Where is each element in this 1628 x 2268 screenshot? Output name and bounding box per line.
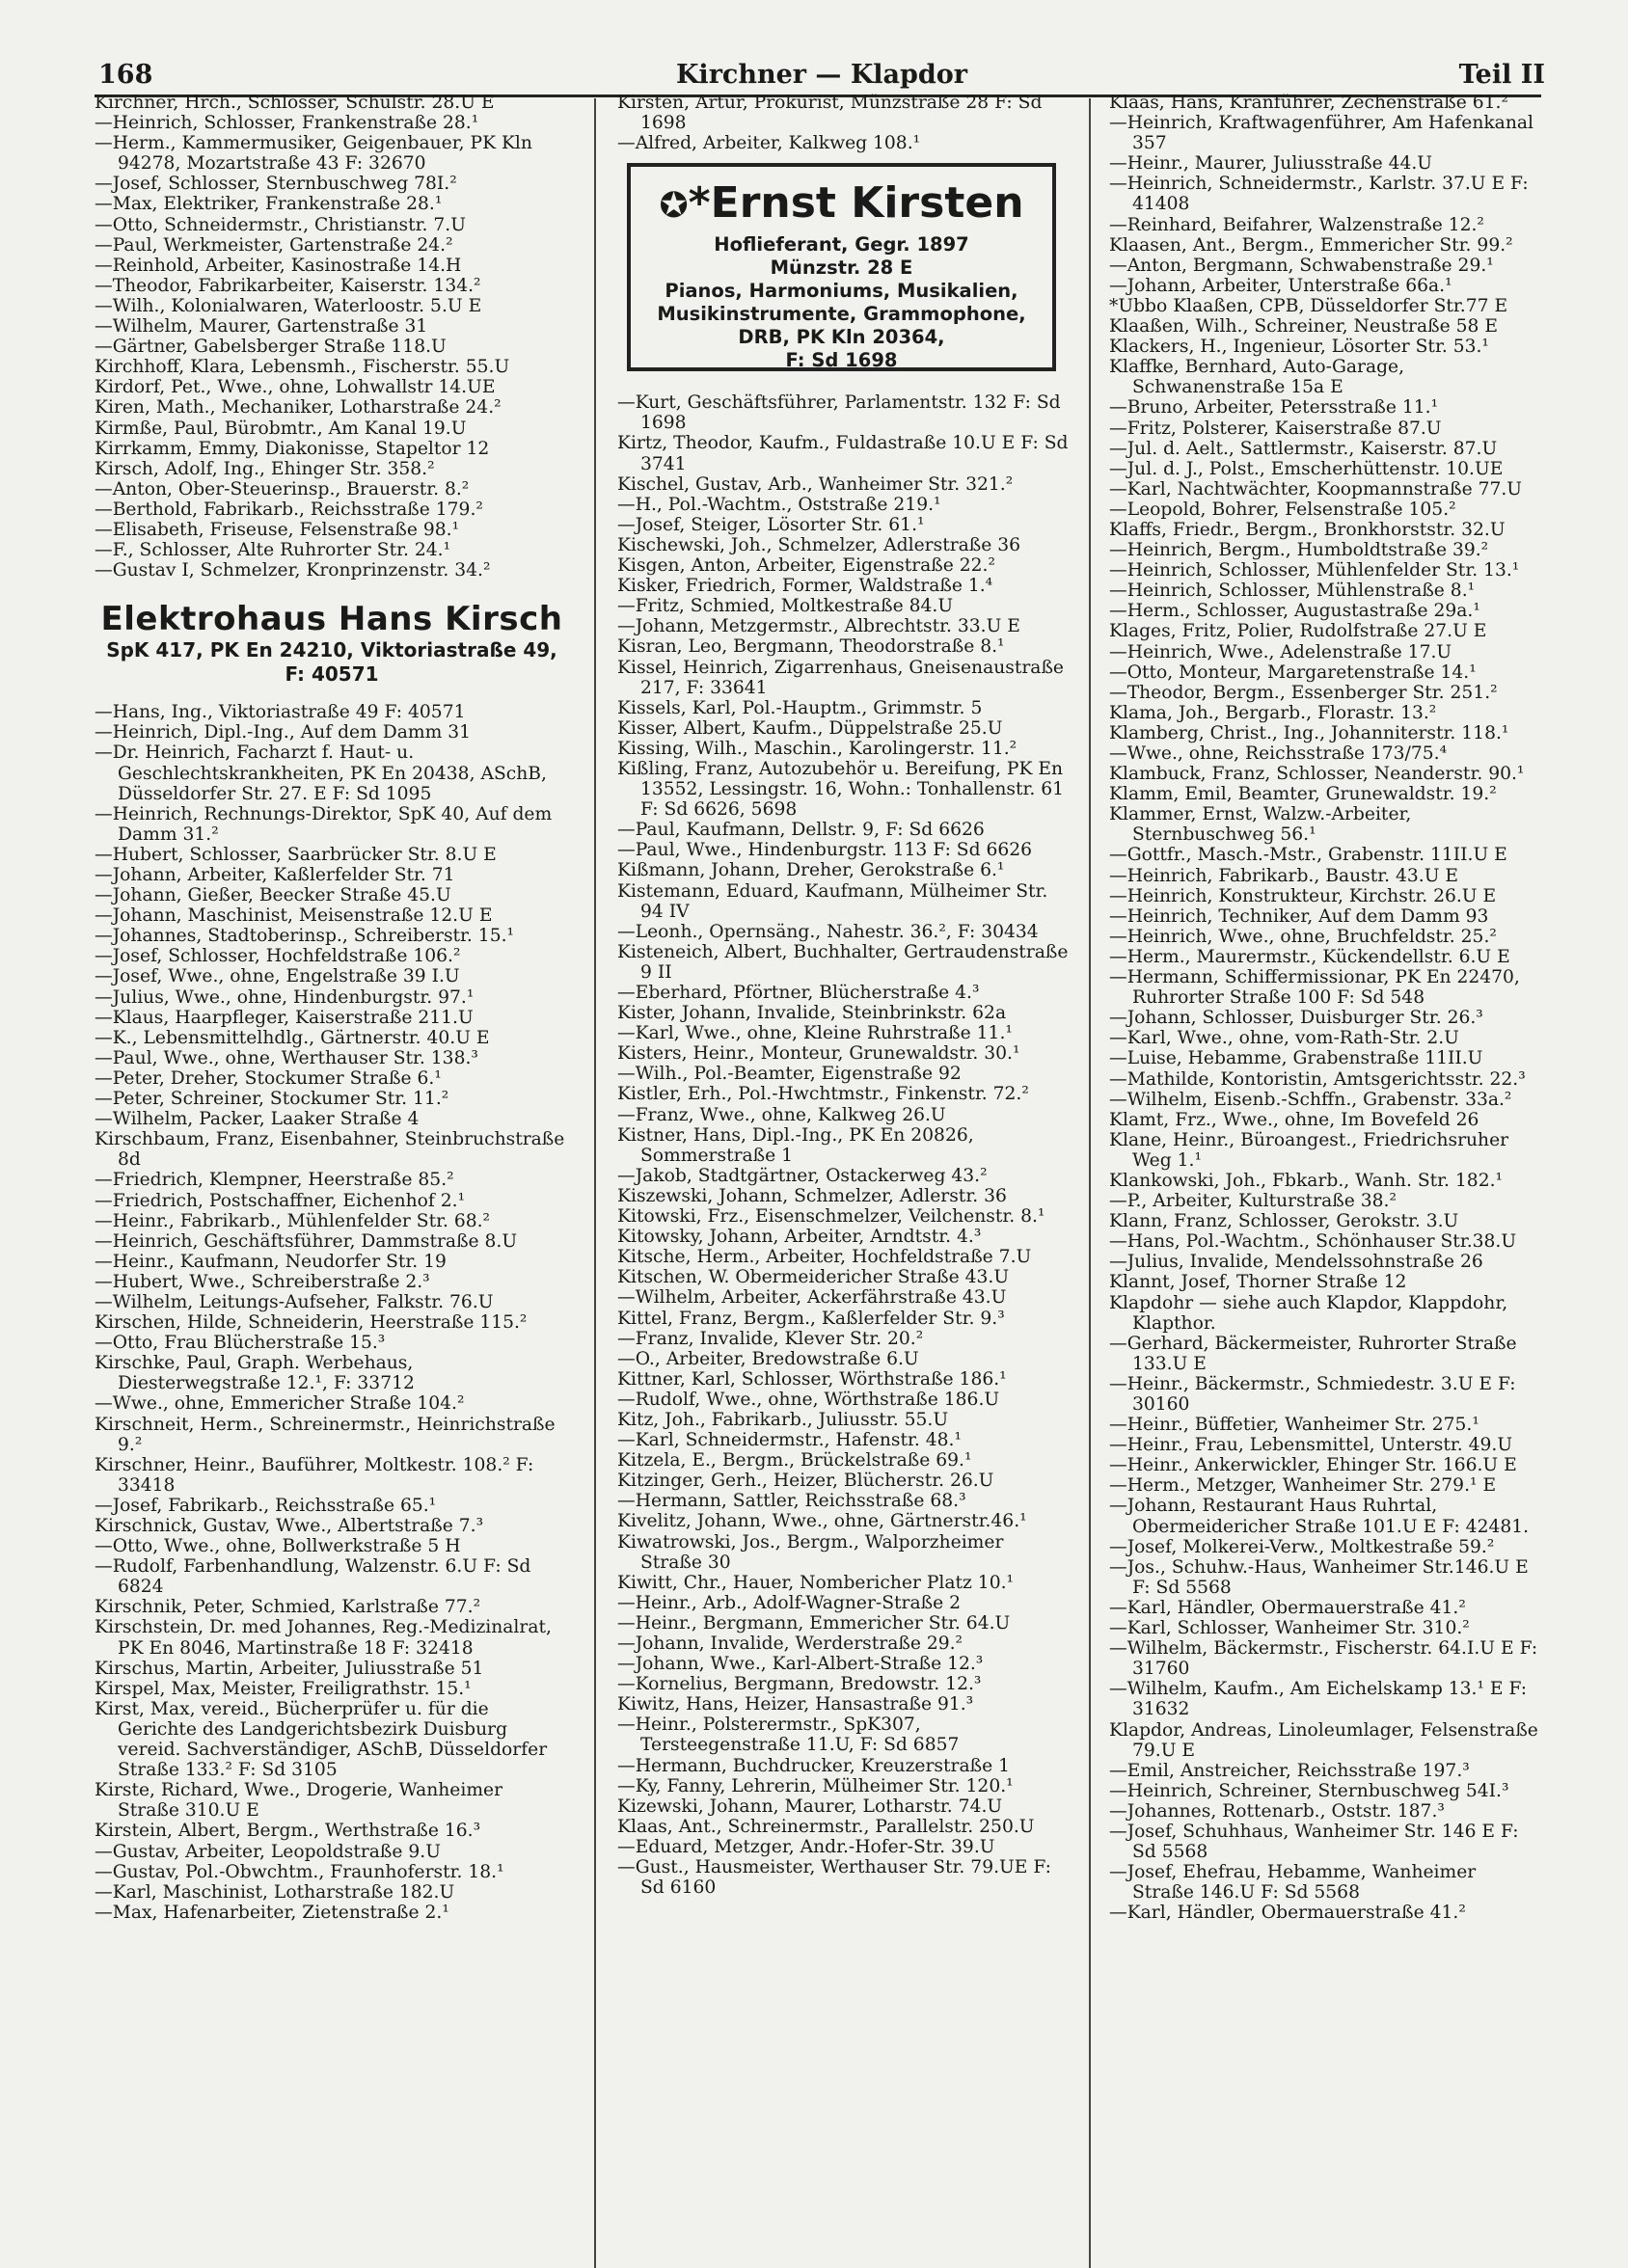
directory-entry: Kirsten, Artur, Prokurist, Münzstraße 28 F: Sd 1698 xyxy=(617,93,1043,134)
directory-entry: —Karl, Schneidermstr., Hafenstr. 48.¹ xyxy=(617,1430,962,1451)
directory-entry: —Karl, Wwe., ohne, vom-Rath-Str. 2.U xyxy=(1109,1028,1459,1049)
directory-entry: —Reinhold, Arbeiter, Kasinostraße 14.H xyxy=(95,255,462,276)
directory-entry: —Wwe., ohne, Emmericher Straße 104.² xyxy=(95,1393,465,1415)
directory-entry: —Anton, Ober-Steuerinsp., Brauerstr. 8.² xyxy=(95,478,470,500)
directory-entry: —Heinrich, Fabrikarb., Baustr. 43.U E xyxy=(1109,865,1459,886)
directory-entry: Kiwitt, Chr., Hauer, Nombericher Platz 10.¹ xyxy=(617,1572,1015,1593)
directory-entry: Kitzela, E., Bergm., Brückelstraße 69.¹ xyxy=(617,1450,972,1472)
directory-entry: —Otto, Monteur, Margaretenstraße 14.¹ xyxy=(1109,662,1477,683)
directory-entry: Klama, Joh., Bergarb., Florastr. 13.² xyxy=(1109,702,1437,723)
ad-line: F: Sd 1698 xyxy=(785,349,898,372)
directory-entry: —Gerhard, Bäckermeister, Ruhrorter Straße 133.U E xyxy=(1109,1333,1517,1374)
directory-entry: —Bruno, Arbeiter, Petersstraße 11.¹ xyxy=(1109,397,1439,418)
directory-entry: —Heinr., Polsterermstr., SpK307, Tersteegenstraße 11.U, F: Sd 6857 xyxy=(617,1714,960,1756)
directory-entry: —Josef, Schlosser, Sternbuschweg 78I.² xyxy=(95,174,457,195)
directory-entry: —Anton, Bergmann, Schwabenstraße 29.¹ xyxy=(1109,255,1494,276)
directory-entry: —Heinrich, Bergm., Humboldtstraße 39.² xyxy=(1109,540,1489,561)
directory-entry: —Reinhard, Beifahrer, Walzenstraße 12.² xyxy=(1109,214,1484,235)
entry-list xyxy=(617,392,1071,1898)
directory-entry: —Otto, Wwe., ohne, Bollwerkstraße 5 H xyxy=(95,1536,461,1557)
directory-entry: Kirschus, Martin, Arbeiter, Juliusstraße 51 xyxy=(95,1658,484,1679)
directory-entry: —Emil, Anstreicher, Reichsstraße 197.³ xyxy=(1109,1760,1470,1781)
directory-entry: —Karl, Nachtwächter, Koopmannstraße 77.U xyxy=(1109,478,1523,500)
directory-entry: Kischewski, Joh., Schmelzer, Adlerstraße 36 xyxy=(617,534,1021,555)
directory-entry: —Paul, Kaufmann, Dellstr. 9, F: Sd 6626 xyxy=(617,820,985,841)
directory-entry: Klammer, Ernst, Walzw.-Arbeiter, Sternbuschweg 56.¹ xyxy=(1109,804,1412,846)
ad-line: DRB, PK Kln 20364, xyxy=(738,326,945,349)
directory-entry: Kisters, Heinr., Monteur, Grunewaldstr. 30.¹ xyxy=(617,1043,1020,1065)
directory-entry: —Karl, Wwe., ohne, Kleine Ruhrstraße 11.¹ xyxy=(617,1023,1013,1044)
directory-entry: —Theodor, Bergm., Essenberger Str. 251.² xyxy=(1109,682,1498,703)
ad-company-name: Elektrohaus Hans Kirsch xyxy=(100,600,563,639)
directory-entry: Kirste, Richard, Wwe., Drogerie, Wanheimer Straße 310.U E xyxy=(95,1780,503,1822)
directory-entry: Kirschnick, Gustav, Wwe., Albertstraße 7.³ xyxy=(95,1516,484,1536)
directory-entry: —Peter, Schreiner, Stockumer Str. 11.² xyxy=(95,1089,449,1110)
directory-entry: Kister, Johann, Invalide, Steinbrinkstr. 62a xyxy=(617,1003,1007,1024)
directory-entry: Kitowski, Frz., Eisenschmelzer, Veilchenstr. 8.¹ xyxy=(617,1206,1045,1228)
directory-entry: Kischel, Gustav, Arb., Wanheimer Str. 321.² xyxy=(617,473,1014,495)
directory-entry: —Johann, Arbeiter, Kaßlerfelder Str. 71 xyxy=(95,865,455,885)
directory-entry: Kirspel, Max, Meister, Freiligrathstr. 15.¹ xyxy=(95,1678,472,1699)
directory-entry: —Rudolf, Farbenhandlung, Walzenstr. 6.U F: Sd 6824 xyxy=(95,1556,531,1598)
directory-entry: —Fritz, Polsterer, Kaiserstraße 87.U xyxy=(1109,418,1442,439)
directory-entry: Klaasen, Ant., Bergm., Emmericher Str. 99.² xyxy=(1109,234,1513,256)
star-emblem-icon: ✪ xyxy=(659,186,689,227)
directory-entry: Klamberg, Christ., Ing., Johanniterstr. 118.¹ xyxy=(1109,722,1509,743)
directory-entry: —Gottfr., Masch.-Mstr., Grabenstr. 11II.U E xyxy=(1109,845,1507,866)
directory-entry: —Wilhelm, Packer, Laaker Straße 4 xyxy=(95,1109,420,1130)
directory-entry: —Wilhelm, Leitungs-Aufseher, Falkstr. 76.U xyxy=(95,1291,494,1312)
directory-entry: —Gustav, Pol.-Obwchtm., Fraunhoferstr. 18.¹ xyxy=(95,1861,504,1882)
ad-company-name xyxy=(631,176,1052,233)
directory-entry: —Josef, Wwe., ohne, Engelstraße 39 I.U xyxy=(95,966,460,987)
directory-entry: *Ubbo Klaaßen, CPB, Düsseldorfer Str.77 E xyxy=(1109,295,1508,316)
directory-entry: —Hermann, Schiffermissionar, PK En 22470, Ruhrorter Straße 100 F: Sd 548 xyxy=(1109,967,1520,1009)
advertisement-kirsten xyxy=(627,163,1056,371)
directory-entry: Klann, Franz, Schlosser, Gerokstr. 3.U xyxy=(1109,1211,1459,1232)
directory-entry: Kirchner, Hrch., Schlosser, Schulstr. 28.U E xyxy=(95,93,495,113)
directory-entry: —Mathilde, Kontoristin, Amtsgerichtsstr. 22.³ xyxy=(1109,1068,1526,1090)
directory-entry: —Wilhelm, Maurer, Gartenstraße 31 xyxy=(95,316,428,338)
directory-entry: —K., Lebensmittelhdlg., Gärtnerstr. 40.U E xyxy=(95,1027,490,1048)
directory-entry: —Heinrich, Konstrukteur, Kirchstr. 26.U E xyxy=(1109,885,1497,906)
directory-entry: Kirdorf, Pet., Wwe., ohne, Lohwallstr 14.UE xyxy=(95,377,496,398)
directory-entry: Kitzinger, Gerh., Heizer, Blücherstr. 26.U xyxy=(617,1471,994,1492)
directory-entry: —Johann, Wwe., Karl-Albert-Straße 12.³ xyxy=(617,1654,984,1675)
page-name-range: Kirchner — Klapdor xyxy=(675,60,968,90)
directory-entry: —Heinrich, Schreiner, Sternbuschweg 54I.³ xyxy=(1109,1780,1509,1801)
directory-entry: —Heinrich, Techniker, Auf dem Damm 93 xyxy=(1109,905,1489,927)
directory-entry: —Johann, Arbeiter, Unterstraße 66a.¹ xyxy=(1109,275,1452,296)
directory-entry: —Gustav, Arbeiter, Leopoldstraße 9.U xyxy=(95,1841,441,1862)
directory-entry: Kirstein, Albert, Bergm., Werthstraße 16.³ xyxy=(95,1821,481,1842)
entry-list xyxy=(1109,93,1543,1923)
directory-entry: Kistner, Hans, Dipl.-Ing., PK En 20826, Sommerstraße 1 xyxy=(617,1124,974,1166)
directory-entry: —Otto, Frau Blücherstraße 15.³ xyxy=(95,1333,386,1354)
directory-entry: Kirschneit, Herm., Schreinermstr., Heinrichstraße 9.² xyxy=(95,1414,556,1455)
directory-entry: —Herm., Maurermstr., Kückendellstr. 6.U E xyxy=(1109,946,1510,967)
directory-entry: Kisteneich, Albert, Buchhalter, Gertraudenstraße 9 II xyxy=(617,941,1069,983)
directory-entry: —Herm., Kammermusiker, Geigenbauer, PK Kln 94278, Mozartstraße 43 F: 32670 xyxy=(95,133,532,175)
directory-entry: —Peter, Dreher, Stockumer Straße 6.¹ xyxy=(95,1067,442,1089)
directory-entry: —Hubert, Wwe., Schreiberstraße 2.³ xyxy=(95,1271,430,1292)
directory-entry: —Friedrich, Postschaffner, Eichenhof 2.¹ xyxy=(95,1190,466,1211)
column-1 xyxy=(95,93,569,1923)
directory-entry: —Josef, Schuhhaus, Wanheimer Str. 146 E F: Sd 5568 xyxy=(1109,1821,1519,1863)
directory-entry: Kistemann, Eduard, Kaufmann, Mülheimer Str. 94 IV xyxy=(617,880,1048,922)
directory-entry: Kitowsky, Johann, Arbeiter, Arndtstr. 4.³ xyxy=(617,1227,982,1248)
directory-entry: —Jos., Schuhw.-Haus, Wanheimer Str.146.U E F: Sd 5568 xyxy=(1109,1556,1529,1598)
directory-entry: Klane, Heinr., Büroangest., Friedrichsruher Weg 1.¹ xyxy=(1109,1129,1509,1171)
directory-entry: —Hans, Ing., Viktoriastraße 49 F: 40571 xyxy=(95,702,466,723)
directory-entry: —Johannes, Rottenarb., Oststr. 187.³ xyxy=(1109,1800,1445,1822)
directory-entry: —Ky, Fanny, Lehrerin, Mülheimer Str. 120.¹ xyxy=(617,1775,1014,1796)
directory-entry: —Heinrich, Rechnungs-Direktor, SpK 40, Auf dem Damm 31.² xyxy=(95,803,553,845)
directory-entry: —Heinrich, Dipl.-Ing., Auf dem Damm 31 xyxy=(95,722,472,743)
directory-entry: —Johann, Gießer, Beecker Straße 45.U xyxy=(95,885,451,906)
directory-entry: —Jul. d. J., Polst., Emscherhüttenstr. 10.UE xyxy=(1109,458,1504,479)
part-label: Teil II xyxy=(1458,60,1545,90)
ad-line: F: 40571 xyxy=(285,662,379,687)
directory-entry: —Alfred, Arbeiter, Kalkweg 108.¹ xyxy=(617,133,921,154)
directory-entry: Kitz, Joh., Fabrikarb., Juliusstr. 55.U xyxy=(617,1409,949,1430)
directory-entry: —Wilhelm, Bäckermstr., Fischerstr. 64.I.U E F: 31760 xyxy=(1109,1638,1538,1680)
directory-entry: —Heinrich, Schlosser, Mühlenfelder Str. 13.¹ xyxy=(1109,560,1520,581)
column-divider xyxy=(1089,98,1091,2268)
directory-entry: —Heinr., Arb., Adolf-Wagner-Straße 2 xyxy=(617,1592,961,1613)
directory-entry: Klackers, H., Ingenieur, Lösorter Str. 53.¹ xyxy=(1109,337,1489,358)
directory-entry: —Wilh., Kolonialwaren, Waterloostr. 5.U E xyxy=(95,295,482,316)
directory-entry: Kirschnik, Peter, Schmied, Karlstraße 77.² xyxy=(95,1597,481,1618)
directory-entry: —Paul, Wwe., ohne, Werthauser Str. 138.³ xyxy=(95,1047,478,1068)
directory-entry: Kissel, Heinrich, Zigarrenhaus, Gneisenaustraße 217, F: 33641 xyxy=(617,657,1064,698)
directory-entry: —Gust., Hausmeister, Werthauser Str. 79.UE F: Sd 6160 xyxy=(617,1857,1051,1899)
directory-entry: —Josef, Schlosser, Hochfeldstraße 106.² xyxy=(95,946,461,967)
directory-entry: Klankowski, Joh., Fbkarb., Wanh. Str. 182.¹ xyxy=(1109,1170,1504,1191)
directory-entry: —P., Arbeiter, Kulturstraße 38.² xyxy=(1109,1191,1397,1212)
directory-entry: —Hermann, Buchdrucker, Kreuzerstraße 1 xyxy=(617,1755,1010,1776)
directory-entry: —Franz, Wwe., ohne, Kalkweg 26.U xyxy=(617,1104,946,1125)
directory-entry: —Josef, Steiger, Lösorter Str. 61.¹ xyxy=(617,514,925,535)
directory-entry: —Heinr., Kaufmann, Neudorfer Str. 19 xyxy=(95,1251,447,1272)
directory-entry: —Johannes, Stadtoberinsp., Schreiberstr. 15.¹ xyxy=(95,926,515,947)
directory-entry: Kißling, Franz, Autozubehör u. Bereifung, PK En 13552, Lessingstr. 16, Wohn.: Tonhallenstr. 61 F: Sd 6626, 5698 xyxy=(617,758,1065,821)
directory-entry: —Gustav I, Schmelzer, Kronprinzenstr. 34.² xyxy=(95,560,491,581)
directory-entry: —Heinrich, Kraftwagenführer, Am Hafenkanal 357 xyxy=(1109,113,1533,154)
directory-entry: —Karl, Händler, Obermauerstraße 41.² xyxy=(1109,1597,1466,1618)
directory-entry: —Wwe., ohne, Reichsstraße 173/75.⁴ xyxy=(1109,743,1448,764)
directory-entry: —Wilhelm, Kaufm., Am Eichelskamp 13.¹ E F: 31632 xyxy=(1109,1679,1528,1720)
directory-entry: —Jakob, Stadtgärtner, Ostackerweg 43.² xyxy=(617,1165,988,1186)
directory-entry: —Heinr., Ankerwickler, Ehinger Str. 166.U E xyxy=(1109,1455,1517,1476)
directory-entry: Kitschen, W. Obermeidericher Straße 43.U xyxy=(617,1267,1010,1288)
directory-entry: —Franz, Invalide, Klever Str. 20.² xyxy=(617,1328,924,1349)
page-number: 168 xyxy=(98,60,153,90)
directory-entry: —Friedrich, Klempner, Heerstraße 85.² xyxy=(95,1170,454,1191)
directory-entry: Kißmann, Johann, Dreher, Gerokstraße 6.¹ xyxy=(617,860,1005,881)
directory-entry: Kittel, Franz, Bergm., Kaßlerfelder Str. 9.³ xyxy=(617,1308,1005,1329)
directory-entry: Kivelitz, Johann, Wwe., ohne, Gärtnerstr.46.¹ xyxy=(617,1511,1027,1532)
column-divider xyxy=(594,98,596,2268)
directory-entry: —Josef, Ehefrau, Hebamme, Wanheimer Straße 146.U F: Sd 5568 xyxy=(1109,1862,1477,1904)
directory-entry: —Fritz, Schmied, Moltkestraße 84.U xyxy=(617,596,954,617)
directory-entry: Kisgen, Anton, Arbeiter, Eigenstraße 22.² xyxy=(617,555,995,577)
ad-line: Pianos, Harmoniums, Musikalien, xyxy=(665,280,1018,303)
directory-entry: —F., Schlosser, Alte Ruhrorter Str. 24.¹ xyxy=(95,540,451,561)
directory-entry: —Heinrich, Schlosser, Mühlenstraße 8.¹ xyxy=(1109,580,1476,602)
directory-entry: Klaaßen, Wilh., Schreiner, Neustraße 58 E xyxy=(1109,316,1498,338)
directory-entry: —Wilh., Pol.-Beamter, Eigenstraße 92 xyxy=(617,1064,962,1085)
directory-entry: Kirtz, Theodor, Kaufm., Fuldastraße 10.U E F: Sd 3741 xyxy=(617,433,1069,474)
entry-list xyxy=(95,93,569,580)
directory-entry: Kirschbaum, Franz, Eisenbahner, Steinbruchstraße 8d xyxy=(95,1129,565,1171)
directory-entry: —Heinr., Büffetier, Wanheimer Str. 275.¹ xyxy=(1109,1415,1479,1436)
directory-entry: Klaffs, Friedr., Bergm., Bronkhorststr. 32.U xyxy=(1109,519,1506,540)
directory-entry: —Klaus, Haarpfleger, Kaiserstraße 211.U xyxy=(95,1007,474,1028)
directory-entry: —Wilhelm, Arbeiter, Ackerfährstraße 43.U xyxy=(617,1287,1007,1309)
directory-entry: Klaffke, Bernhard, Auto-Garage, Schwanenstraße 15a E xyxy=(1109,357,1405,398)
directory-entry: —Johann, Schlosser, Duisburger Str. 26.³ xyxy=(1109,1008,1483,1029)
directory-entry: —Julius, Wwe., ohne, Hindenburgstr. 97.¹ xyxy=(95,986,475,1008)
directory-entry: —Max, Hafenarbeiter, Zietenstraße 2.¹ xyxy=(95,1902,449,1923)
directory-entry: —Luise, Hebamme, Grabenstraße 11II.U xyxy=(1109,1048,1483,1069)
directory-entry: —Wilhelm, Eisenb.-Schffn., Grabenstr. 33a.² xyxy=(1109,1089,1512,1110)
directory-entry: Klaas, Hans, Kranführer, Zechenstraße 61.² xyxy=(1109,93,1508,113)
column-3 xyxy=(1109,93,1543,1923)
directory-entry: —Heinrich, Wwe., ohne, Bruchfeldstr. 25.² xyxy=(1109,926,1497,947)
directory-entry: Klamm, Emil, Beamter, Grunewaldstr. 19.² xyxy=(1109,784,1497,805)
directory-entry: —Kornelius, Bergmann, Bredowstr. 12.³ xyxy=(617,1674,982,1695)
directory-entry: —Hans, Pol.-Wachtm., Schönhauser Str.38.U xyxy=(1109,1231,1517,1253)
directory-entry: —Heinr., Bergmann, Emmericher Str. 64.U xyxy=(617,1612,1011,1634)
ad-line: Hoflieferant, Gegr. 1897 xyxy=(714,233,969,256)
directory-entry: —Herm., Schlosser, Augustastraße 29a.¹ xyxy=(1109,601,1480,622)
directory-entry: —Heinrich, Wwe., Adelenstraße 17.U xyxy=(1109,641,1452,662)
directory-entry: Kirst, Max, vereid., Bücherprüfer u. für die Gerichte des Landgerichtsbezirk Duisburg vereid. Sachverständiger, ASchB, Düsseldorfer Straße 133.² F: Sd 3105 xyxy=(95,1698,548,1781)
directory-entry: —Otto, Schneidermstr., Christianstr. 7.U xyxy=(95,214,466,235)
directory-entry: Kittner, Karl, Schlosser, Wörthstraße 186.¹ xyxy=(617,1368,1007,1390)
directory-entry: —Heinr., Maurer, Juliusstraße 44.U xyxy=(1109,153,1433,175)
directory-entry: —Paul, Werkmeister, Gartenstraße 24.² xyxy=(95,234,453,256)
directory-entry: Kisran, Leo, Bergmann, Theodorstraße 8.¹ xyxy=(617,636,1005,658)
directory-entry: —Josef, Molkerei-Verw., Moltkestraße 59.² xyxy=(1109,1536,1495,1557)
directory-entry: —Heinr., Fabrikarb., Mühlenfelder Str. 68.² xyxy=(95,1210,491,1231)
directory-entry: —Johann, Invalide, Werderstraße 29.² xyxy=(617,1634,963,1654)
page-header xyxy=(98,56,1545,94)
directory-entry: Kitsche, Herm., Arbeiter, Hochfeldstraße 7.U xyxy=(617,1247,1032,1268)
directory-entry: —Heinr., Bäckermstr., Schmiedestr. 3.U E F: 30160 xyxy=(1109,1373,1516,1415)
directory-entry: —O., Arbeiter, Bredowstraße 6.U xyxy=(617,1348,919,1369)
directory-entry: Kirmße, Paul, Bürobmtr., Am Kanal 19.U xyxy=(95,418,467,439)
directory-entry: Kirchhoff, Klara, Lebensmh., Fischerstr. 55.U xyxy=(95,357,510,378)
directory-entry: —Paul, Wwe., Hindenburgstr. 113 F: Sd 6626 xyxy=(617,840,1033,861)
directory-entry: —Karl, Händler, Obermauerstraße 41.² xyxy=(1109,1903,1466,1924)
ad-line: Münzstr. 28 E xyxy=(770,256,913,280)
directory-entry: —Leonh., Opernsäng., Nahestr. 36.², F: 30434 xyxy=(617,921,1039,942)
directory-entry: —H., Pol.-Wachtm., Oststraße 219.¹ xyxy=(617,494,941,515)
ad-line: Musikinstrumente, Grammophone, xyxy=(657,303,1026,326)
directory-entry: —Max, Elektriker, Frankenstraße 28.¹ xyxy=(95,194,443,215)
directory-entry: —Johann, Restaurant Haus Ruhrtal, Obermeidericher Straße 101.U E F: 42481. xyxy=(1109,1496,1530,1537)
directory-entry: —Leopold, Bohrer, Felsenstraße 105.² xyxy=(1109,499,1456,520)
directory-entry: Klaas, Ant., Schreinermstr., Parallelstr. 250.U xyxy=(617,1816,1035,1837)
directory-entry: —Heinrich, Schneidermstr., Karlstr. 37.U E F: 41408 xyxy=(1109,174,1529,215)
directory-entry: —Heinr., Frau, Lebensmittel, Unterstr. 49.U xyxy=(1109,1435,1513,1456)
directory-entry: —Berthold, Fabrikarb., Reichsstraße 179.² xyxy=(95,499,483,520)
directory-entry: —Hubert, Schlosser, Saarbrücker Str. 8.U E xyxy=(95,844,497,865)
directory-entry: Kirschke, Paul, Graph. Werbehaus, Diesterwegstraße 12.¹, F: 33712 xyxy=(95,1353,415,1394)
directory-entry: Kirsch, Adolf, Ing., Ehinger Str. 358.² xyxy=(95,458,435,479)
directory-entry: Kisker, Friedrich, Former, Waldstraße 1.⁴ xyxy=(617,576,993,597)
directory-entry: Klamt, Frz., Wwe., ohne, Im Bovefeld 26 xyxy=(1109,1109,1479,1130)
directory-entry: —Kurt, Geschäftsführer, Parlamentstr. 132 F: Sd 1698 xyxy=(617,392,1061,434)
directory-entry: Kissing, Wilh., Maschin., Karolingerstr. 11.² xyxy=(617,738,1018,759)
directory-entry: —Rudolf, Wwe., ohne, Wörthstraße 186.U xyxy=(617,1389,1000,1410)
directory-entry: —Johann, Metzgermstr., Albrechtstr. 33.U E xyxy=(617,616,1020,637)
directory-entry: —Elisabeth, Friseuse, Felsenstraße 98.¹ xyxy=(95,519,460,540)
directory-entry: —Josef, Fabrikarb., Reichsstraße 65.¹ xyxy=(95,1495,437,1516)
directory-entry: —Jul. d. Aelt., Sattlermstr., Kaiserstr. 87.U xyxy=(1109,438,1498,459)
directory-entry: Kirschstein, Dr. med Johannes, Reg.-Medizinalrat, PK En 8046, Martinstraße 18 F: 32418 xyxy=(95,1617,552,1659)
ad-company-name-text: *Ernst Kirsten xyxy=(688,178,1024,229)
advertisement-kirsch xyxy=(95,600,569,687)
directory-entry: —Karl, Maschinist, Lotharstraße 182.U xyxy=(95,1881,455,1903)
directory-entry: Kizewski, Johann, Maurer, Lotharstr. 74.U xyxy=(617,1796,1003,1817)
directory-entry: —Karl, Schlosser, Wanheimer Str. 310.² xyxy=(1109,1618,1470,1639)
directory-entry: Klambuck, Franz, Schlosser, Neanderstr. 90.¹ xyxy=(1109,764,1525,785)
directory-entry: —Gärtner, Gabelsberger Straße 118.U xyxy=(95,337,447,358)
directory-entry: Kiszewski, Johann, Schmelzer, Adlerstr. 36 xyxy=(617,1185,1007,1206)
directory-entry: Klapdor, Andreas, Linoleumlager, Felsenstraße 79.U E xyxy=(1109,1719,1538,1761)
directory-entry: —Julius, Invalide, Mendelssohnstraße 26 xyxy=(1109,1252,1483,1273)
directory-entry: —Herm., Metzger, Wanheimer Str. 279.¹ E xyxy=(1109,1475,1497,1497)
directory-entry: Klapdohr — siehe auch Klapdor, Klappdohr, Klapthor. xyxy=(1109,1292,1508,1334)
directory-entry: Kiwitz, Hans, Heizer, Hansastraße 91.³ xyxy=(617,1694,974,1715)
directory-entry: Kirschner, Heinr., Bauführer, Moltkestr. 108.² F: 33418 xyxy=(95,1454,534,1496)
directory-entry: —Eduard, Metzger, Andr.-Hofer-Str. 39.U xyxy=(617,1836,995,1857)
directory-entry: —Dr. Heinrich, Facharzt f. Haut- u. Geschlechtskrankheiten, PK En 20438, ASchB, Düsseldorfer Str. 27. E F: Sd 1095 xyxy=(95,742,547,804)
directory-entry: —Johann, Maschinist, Meisenstraße 12.U E xyxy=(95,905,493,927)
directory-entry: Kistler, Erh., Pol.-Hwchtmstr., Finkenstr. 72.² xyxy=(617,1084,1029,1105)
directory-entry: Kirschen, Hilde, Schneiderin, Heerstraße 115.² xyxy=(95,1312,528,1334)
directory-entry: —Theodor, Fabrikarbeiter, Kaiserstr. 134.² xyxy=(95,275,481,296)
ad-line: SpK 417, PK En 24210, Viktoriastraße 49, xyxy=(106,638,557,662)
directory-entry: —Heinrich, Geschäftsführer, Dammstraße 8.U xyxy=(95,1230,518,1252)
directory-entry: Kiren, Math., Mechaniker, Lotharstraße 24.² xyxy=(95,397,502,418)
entry-list xyxy=(95,702,569,1923)
directory-entry: —Hermann, Sattler, Reichsstraße 68.³ xyxy=(617,1491,966,1512)
directory-entry: —Heinrich, Schlosser, Frankenstraße 28.¹ xyxy=(95,113,479,134)
directory-entry: Klannt, Josef, Thorner Straße 12 xyxy=(1109,1272,1407,1293)
directory-entry: Kisser, Albert, Kaufm., Düppelstraße 25.U xyxy=(617,717,1003,739)
directory-entry: Kirrkamm, Emmy, Diakonisse, Stapeltor 12 xyxy=(95,438,490,459)
directory-entry: Kissels, Karl, Pol.-Hauptm., Grimmstr. 5 xyxy=(617,697,983,718)
directory-entry: Klages, Fritz, Polier, Rudolfstraße 27.U E xyxy=(1109,621,1487,642)
directory-entry: —Eberhard, Pförtner, Blücherstraße 4.³ xyxy=(617,983,980,1003)
entry-list xyxy=(617,93,1071,153)
directory-entry: Kiwatrowski, Jos., Bergm., Walporzheimer Straße 30 xyxy=(617,1531,1004,1573)
column-2 xyxy=(617,93,1071,1898)
